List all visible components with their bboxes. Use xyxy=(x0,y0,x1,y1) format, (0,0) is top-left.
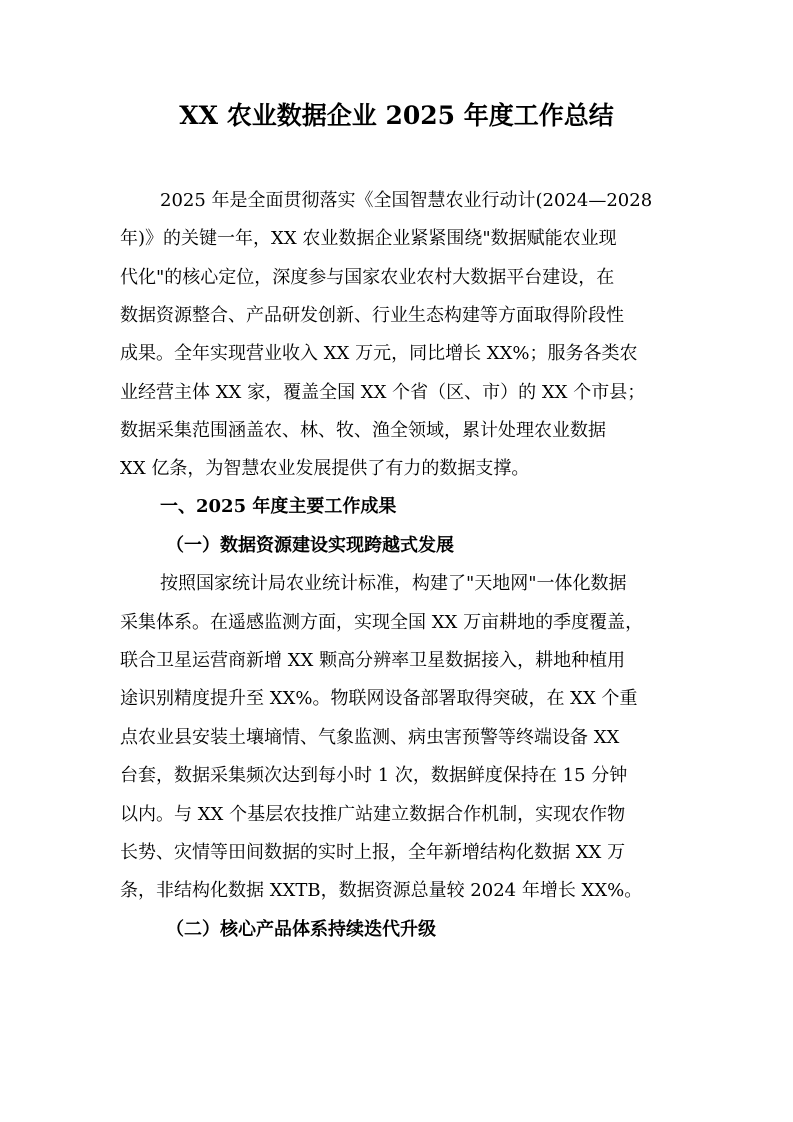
intro-line-6: 业经营主体 XX 家，覆盖全国 XX 个省（区、市）的 XX 个市县； xyxy=(120,382,646,403)
sub1-line-2: 采集体系。在遥感监测方面，实现全国 XX 万亩耕地的季度覆盖， xyxy=(120,612,644,633)
sub1-line-1: 按照国家统计局农业统计标准，构建了"天地网"一体化数据 xyxy=(160,573,627,594)
intro-line-3: 代化"的核心定位，深度参与国家农业农村大数据平台建设，在 xyxy=(120,267,615,288)
intro-line-8: XX 亿条，为智慧农业发展提供了有力的数据支撑。 xyxy=(120,458,530,479)
sub1-line-5: 点农业县安装土壤墒情、气象监测、病虫害预警等终端设备 XX xyxy=(120,727,620,748)
intro-line-2: 年)》的关键一年，XX 农业数据企业紧紧围绕"数据赋能农业现 xyxy=(120,228,617,249)
section-heading-1: 一、2025 年度主要工作成果 xyxy=(160,496,397,517)
sub1-line-8: 长势、灾情等田间数据的实时上报，全年新增结构化数据 XX 万 xyxy=(120,842,626,863)
sub1-line-9: 条，非结构化数据 XXTB，数据资源总量较 2024 年增长 XX%。 xyxy=(120,880,643,901)
sub1-line-7: 以内。与 XX 个基层农技推广站建立数据合作机制，实现农作物 xyxy=(120,804,626,825)
sub1-line-4: 途识别精度提升至 XX%。物联网设备部署取得突破，在 XX 个重 xyxy=(120,688,638,709)
subsection-heading-2: （二）核心产品体系持续迭代升级 xyxy=(166,919,436,940)
intro-line-7: 数据采集范围涵盖农、林、牧、渔全领域，累计处理农业数据 xyxy=(120,420,606,441)
subsection-heading-1: （一）数据资源建设实现跨越式发展 xyxy=(166,535,454,556)
intro-line-1: 2025 年是全面贯彻落实《全国智慧农业行动计(2024—2028 xyxy=(160,190,653,211)
sub1-line-6: 台套，数据采集频次达到每小时 1 次，数据鲜度保持在 15 分钟 xyxy=(120,765,628,786)
sub1-line-3: 联合卫星运营商新增 XX 颗高分辨率卫星数据接入，耕地种植用 xyxy=(120,650,626,671)
intro-line-4: 数据资源整合、产品研发创新、行业生态构建等方面取得阶段性 xyxy=(120,305,624,326)
document-title: XX 农业数据企业 2025 年度工作总结 xyxy=(179,101,614,130)
intro-line-5: 成果。全年实现营业收入 XX 万元，同比增长 XX%；服务各类农 xyxy=(120,343,638,364)
